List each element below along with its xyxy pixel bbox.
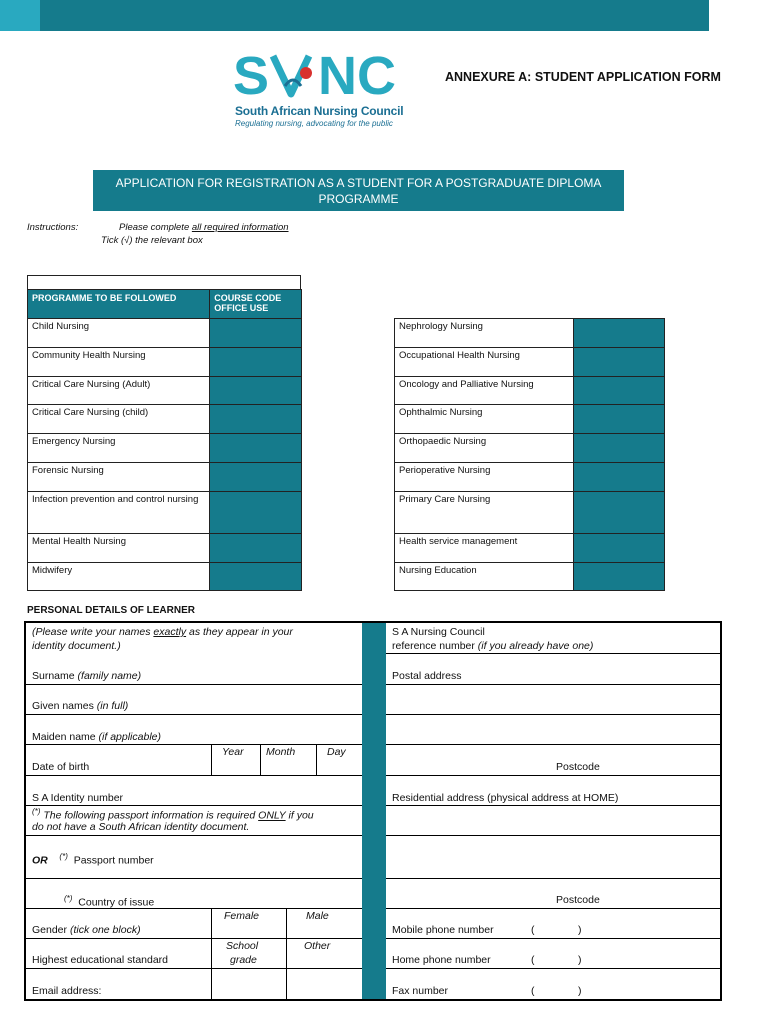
instructions-label: Instructions: — [27, 222, 79, 233]
course-code-box[interactable] — [210, 463, 302, 492]
programme-name: Nephrology Nursing — [395, 319, 574, 348]
empty-header-box — [27, 275, 301, 289]
course-code-box[interactable] — [574, 405, 665, 434]
programme-row — [395, 492, 665, 534]
course-code-box[interactable] — [210, 492, 302, 534]
form-title-banner: APPLICATION FOR REGISTRATION AS A STUDENT FOR A POSTGRADUATE DIPLOMA PROGRAMME — [93, 170, 624, 211]
month-label: Month — [266, 746, 296, 758]
passport-number-label: OR (*) Passport number — [32, 852, 154, 867]
fax-label: Fax number — [392, 985, 449, 997]
programme-row — [28, 534, 302, 563]
gender-label: Gender (tick one block) — [32, 924, 141, 936]
header-programme: PROGRAMME TO BE FOLLOWED — [28, 290, 210, 319]
programme-name: Critical Care Nursing (Adult) — [28, 377, 210, 405]
programme-name: Primary Care Nursing — [395, 492, 574, 534]
education-label: Highest educational standard — [32, 954, 169, 966]
programme-row — [395, 405, 665, 434]
email-label: Email address: — [32, 985, 102, 997]
programme-table-right — [394, 318, 665, 591]
course-code-box[interactable] — [574, 434, 665, 463]
programme-name: Orthopaedic Nursing — [395, 434, 574, 463]
maiden-name-label: Maiden name (if applicable) — [32, 731, 161, 743]
header-course-code: COURSE CODE OFFICE USE — [210, 290, 302, 319]
programme-name: Ophthalmic Nursing — [395, 405, 574, 434]
logo-name: South African Nursing Council — [235, 104, 404, 118]
annexure-title: ANNEXURE A: STUDENT APPLICATION FORM — [445, 70, 721, 84]
personal-details-title: PERSONAL DETAILS OF LEARNER — [27, 605, 195, 616]
programme-row — [395, 463, 665, 492]
stethoscope-icon — [273, 56, 312, 94]
programme-row — [28, 492, 302, 534]
programme-name: Nursing Education — [395, 563, 574, 591]
programme-row — [395, 563, 665, 591]
programme-name: Infection prevention and control nursing — [28, 492, 210, 534]
course-code-box[interactable] — [210, 319, 302, 348]
home-paren-close: ) — [578, 954, 582, 966]
given-names-label: Given names (in full) — [32, 700, 129, 712]
programme-name: Midwifery — [28, 563, 210, 591]
sanc-logo-mark — [233, 46, 408, 100]
course-code-box[interactable] — [574, 492, 665, 534]
course-code-box[interactable] — [574, 348, 665, 377]
course-code-box[interactable] — [574, 319, 665, 348]
top-accent-block — [0, 0, 40, 31]
course-code-box[interactable] — [210, 377, 302, 405]
form-center-divider — [362, 623, 386, 999]
year-label: Year — [222, 746, 244, 758]
programme-name: Occupational Health Nursing — [395, 348, 574, 377]
course-code-box[interactable] — [574, 534, 665, 563]
programme-name: Forensic Nursing — [28, 463, 210, 492]
programme-row — [28, 563, 302, 591]
heart-icon — [300, 67, 312, 79]
course-code-box[interactable] — [210, 534, 302, 563]
logo-letters-nc: NC — [318, 46, 396, 100]
course-code-box[interactable] — [574, 563, 665, 591]
day-label: Day — [327, 746, 346, 758]
programme-name: Emergency Nursing — [28, 434, 210, 463]
course-code-box[interactable] — [210, 434, 302, 463]
programme-name: Child Nursing — [28, 319, 210, 348]
programme-row — [28, 463, 302, 492]
top-color-bar — [0, 0, 709, 31]
council-ref-label-2: reference number (if you already have one) — [392, 640, 594, 652]
mobile-paren-close: ) — [578, 924, 582, 936]
course-code-box[interactable] — [210, 405, 302, 434]
programme-row — [28, 405, 302, 434]
home-paren-open: ( — [531, 954, 535, 966]
sanc-logo — [233, 46, 413, 134]
fax-paren-open: ( — [531, 985, 535, 997]
programme-name: Perioperative Nursing — [395, 463, 574, 492]
programme-row — [28, 377, 302, 405]
programme-row — [395, 534, 665, 563]
instructions-line-1-text: Please complete — [119, 222, 192, 233]
programme-row — [28, 319, 302, 348]
names-note: (Please write your names exactly as they appear in your — [32, 626, 293, 638]
programme-row — [395, 319, 665, 348]
programme-name: Critical Care Nursing (child) — [28, 405, 210, 434]
programme-name: Health service management — [395, 534, 574, 563]
instructions-line-1-emphasis: all required information — [191, 222, 289, 233]
sa-id-label: S A Identity number — [32, 792, 124, 804]
school-grade-label-2: grade — [230, 954, 257, 966]
mobile-phone-label: Mobile phone number — [392, 924, 494, 936]
instructions-line-2: Tick (√) the relevant box — [101, 235, 203, 246]
programme-row — [395, 348, 665, 377]
residential-address-label: Residential address (physical address at HOME) — [392, 792, 619, 804]
programme-row — [28, 348, 302, 377]
school-grade-label: School — [226, 940, 259, 952]
council-ref-label: S A Nursing Council — [392, 626, 485, 638]
programme-name: Oncology and Palliative Nursing — [395, 377, 574, 405]
home-phone-label: Home phone number — [392, 954, 491, 966]
date-of-birth-label: Date of birth — [32, 761, 90, 773]
programme-name: Community Health Nursing — [28, 348, 210, 377]
programme-name: Mental Health Nursing — [28, 534, 210, 563]
programme-table-left — [27, 289, 302, 591]
logo-letter-s: S — [233, 46, 270, 100]
programme-row — [395, 377, 665, 405]
other-label: Other — [304, 940, 331, 952]
names-note-line-2: identity document.) — [32, 640, 121, 652]
course-code-box[interactable] — [210, 563, 302, 591]
female-label: Female — [224, 910, 260, 922]
surname-label: Surname (family name) — [32, 670, 142, 682]
course-code-box[interactable] — [574, 463, 665, 492]
personal-details-form — [24, 621, 722, 1001]
programme-row — [395, 434, 665, 463]
instructions-line-1 — [119, 222, 289, 233]
programme-row — [28, 434, 302, 463]
course-code-box[interactable] — [210, 348, 302, 377]
postal-address-label: Postal address — [392, 670, 462, 682]
passport-note: (*) The following passport information is required ONLY if you — [32, 807, 314, 822]
passport-note-line-2: do not have a South African identity document. — [32, 821, 250, 833]
fax-paren-close: ) — [578, 985, 582, 997]
male-label: Male — [306, 910, 329, 922]
logo-tagline: Regulating nursing, advocating for the public — [235, 119, 393, 128]
mobile-paren-open: ( — [531, 924, 535, 936]
country-of-issue-label: (*) Country of issue — [64, 894, 155, 909]
postal-postcode-label: Postcode — [556, 761, 600, 773]
residential-postcode-label: Postcode — [556, 894, 600, 906]
course-code-box[interactable] — [574, 377, 665, 405]
